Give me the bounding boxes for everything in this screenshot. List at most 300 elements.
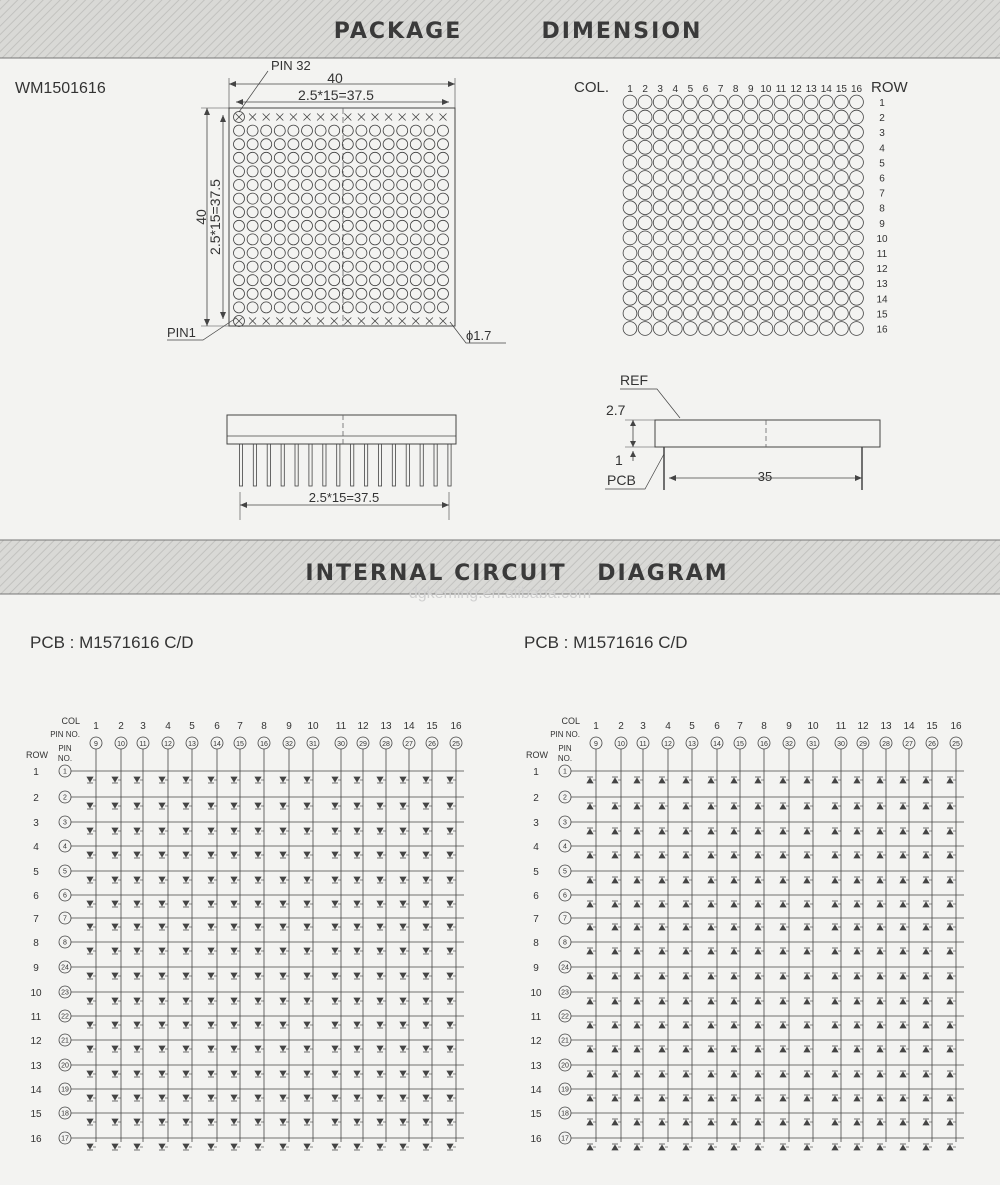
circuit-led <box>423 1095 429 1101</box>
top-view-led <box>342 288 353 299</box>
circuit-led <box>708 998 714 1004</box>
circuit-led <box>332 1022 338 1028</box>
top-view-led <box>342 125 353 136</box>
matrix-col-number: 11 <box>775 84 787 95</box>
circuit-led <box>377 924 383 930</box>
circuit-led <box>832 973 838 979</box>
circuit-led <box>587 803 593 809</box>
matrix-led <box>729 291 743 305</box>
circuit-led <box>804 1046 810 1052</box>
matrix-led <box>668 216 682 230</box>
top-view-led <box>342 193 353 204</box>
matrix-led <box>789 140 803 154</box>
top-view-led <box>234 207 245 218</box>
top-view-led <box>424 152 435 163</box>
matrix-row-number: 13 <box>876 279 888 291</box>
circuit-led <box>900 1022 906 1028</box>
circuit-led <box>447 1046 453 1052</box>
matrix-led <box>684 307 698 321</box>
circuit-col-number: 7 <box>737 721 743 732</box>
circuit-led <box>659 1071 665 1077</box>
top-view-led <box>329 302 340 313</box>
circuit-col-pin-number: 9 <box>94 741 98 748</box>
top-view-led <box>438 275 449 286</box>
circuit-led <box>231 1144 237 1150</box>
circuit-led <box>354 828 360 834</box>
matrix-led <box>653 246 667 260</box>
circuit-led <box>159 1046 165 1052</box>
circuit-led <box>659 1095 665 1101</box>
circuit-led <box>231 901 237 907</box>
circuit-row-pin-number: 20 <box>561 1062 569 1070</box>
matrix-led <box>804 261 818 275</box>
circuit-led <box>423 948 429 954</box>
top-view-led <box>356 275 367 286</box>
circuit-led <box>804 1119 810 1125</box>
circuit-led <box>112 852 118 858</box>
circuit-led <box>804 924 810 930</box>
matrix-led <box>759 140 773 154</box>
circuit-led <box>877 877 883 883</box>
top-view-led <box>410 261 421 272</box>
circuit-led <box>112 828 118 834</box>
circuit-col-number: 1 <box>93 721 99 732</box>
circuit-led <box>377 1022 383 1028</box>
circuit-led <box>587 948 593 954</box>
matrix-led <box>804 156 818 170</box>
circuit-led <box>832 852 838 858</box>
matrix-led <box>729 307 743 321</box>
circuit-led <box>447 777 453 783</box>
circuit-led <box>900 1071 906 1077</box>
top-view-led <box>397 180 408 191</box>
matrix-led <box>638 246 652 260</box>
circuit-led <box>634 777 640 783</box>
circuit-led <box>447 803 453 809</box>
matrix-led <box>819 291 833 305</box>
top-view-led <box>356 220 367 231</box>
circuit-led <box>377 901 383 907</box>
circuit-led <box>947 1046 953 1052</box>
circuit-led <box>659 901 665 907</box>
circuit-led <box>400 1095 406 1101</box>
top-view-led <box>274 125 285 136</box>
circuit-led <box>900 948 906 954</box>
circuit-led <box>634 1095 640 1101</box>
circuit-led <box>183 852 189 858</box>
matrix-led <box>668 110 682 124</box>
circuit-led <box>877 1071 883 1077</box>
matrix-led <box>835 231 849 245</box>
circuit-led <box>900 998 906 1004</box>
circuit-led <box>400 998 406 1004</box>
top-view-led <box>261 193 272 204</box>
matrix-led <box>638 276 652 290</box>
matrix-led <box>789 95 803 109</box>
circuit-led <box>112 877 118 883</box>
circuit-led <box>87 877 93 883</box>
circuit-led <box>377 1144 383 1150</box>
circuit-led <box>683 777 689 783</box>
matrix-led <box>668 246 682 260</box>
circuit-led <box>923 803 929 809</box>
side-view-pin <box>239 444 242 486</box>
circuit-led <box>208 828 214 834</box>
matrix-led <box>835 156 849 170</box>
circuit-led <box>447 998 453 1004</box>
circuit-led <box>159 1022 165 1028</box>
circuit-row-pin-number: 19 <box>61 1086 69 1094</box>
top-view-led <box>302 125 313 136</box>
profile-view-drawing <box>605 372 880 490</box>
circuit-col-pin-number: 12 <box>664 741 672 748</box>
matrix-led <box>850 246 864 260</box>
circuit-led <box>183 777 189 783</box>
matrix-led <box>668 231 682 245</box>
matrix-col-number: 16 <box>850 84 863 95</box>
matrix-led <box>699 186 713 200</box>
top-view-led <box>261 275 272 286</box>
circuit-led <box>400 803 406 809</box>
top-view-led <box>234 220 245 231</box>
top-view-led <box>397 139 408 150</box>
matrix-led <box>835 201 849 215</box>
circuit-led <box>332 948 338 954</box>
matrix-led <box>774 140 788 154</box>
circuit-led <box>659 1022 665 1028</box>
circuit-led <box>183 948 189 954</box>
circuit-led <box>255 998 261 1004</box>
matrix-led <box>850 125 864 139</box>
top-view-led <box>329 180 340 191</box>
circuit-led <box>900 852 906 858</box>
matrix-led <box>850 140 864 154</box>
circuit-led <box>332 924 338 930</box>
circuit-led <box>280 1071 286 1077</box>
circuit-led <box>231 998 237 1004</box>
matrix-led <box>804 246 818 260</box>
matrix-led <box>744 171 758 185</box>
top-view-led <box>234 302 245 313</box>
circuit-led <box>923 828 929 834</box>
circuit-led <box>832 924 838 930</box>
top-view-led <box>424 180 435 191</box>
circuit-led <box>447 1071 453 1077</box>
circuit-led <box>159 1144 165 1150</box>
top-view-led <box>234 261 245 272</box>
circuit-led <box>400 973 406 979</box>
top-view-led <box>288 234 299 245</box>
circuit-led <box>731 998 737 1004</box>
circuit-led <box>755 852 761 858</box>
circuit-led <box>804 1022 810 1028</box>
matrix-led <box>638 186 652 200</box>
circuit-led <box>923 852 929 858</box>
circuit-led <box>280 828 286 834</box>
circuit-led <box>634 1071 640 1077</box>
top-view-led <box>370 248 381 259</box>
circuit-led <box>354 998 360 1004</box>
top-view-led <box>288 220 299 231</box>
circuit-led <box>377 828 383 834</box>
circuit-led <box>612 1071 618 1077</box>
circuit-led <box>447 1119 453 1125</box>
top-view-led <box>370 139 381 150</box>
circuit-led <box>159 828 165 834</box>
top-view-led <box>288 248 299 259</box>
circuit-col-pin-number: 26 <box>928 741 936 748</box>
circuit-row-number: 11 <box>530 1012 542 1023</box>
circuit-led <box>332 852 338 858</box>
circuit-led <box>832 1022 838 1028</box>
matrix-led <box>684 140 698 154</box>
circuit-col-pin-number: 9 <box>594 741 598 748</box>
circuit-row-number: 6 <box>533 891 539 902</box>
matrix-led <box>819 95 833 109</box>
top-view-led <box>370 261 381 272</box>
matrix-led <box>835 307 849 321</box>
top-view-led <box>274 207 285 218</box>
top-view-led <box>397 166 408 177</box>
side-view-pin <box>406 444 409 486</box>
side-view-pins <box>239 444 451 486</box>
circuit-led <box>708 948 714 954</box>
matrix-led <box>638 125 652 139</box>
circuit-right-diagram <box>526 716 964 1150</box>
top-view-led <box>397 207 408 218</box>
matrix-led <box>699 322 713 336</box>
matrix-led <box>789 156 803 170</box>
matrix-led <box>684 125 698 139</box>
matrix-led <box>835 216 849 230</box>
circuit-col-label: COL <box>61 716 80 726</box>
matrix-led <box>744 231 758 245</box>
circuit-led <box>923 1071 929 1077</box>
top-view-led <box>274 152 285 163</box>
matrix-led <box>699 261 713 275</box>
circuit-led <box>708 901 714 907</box>
matrix-led <box>699 201 713 215</box>
matrix-led <box>804 231 818 245</box>
circuit-led <box>280 998 286 1004</box>
side-view-pitch-label: 2.5*15=37.5 <box>308 490 380 505</box>
matrix-led <box>684 246 698 260</box>
circuit-led <box>332 803 338 809</box>
circuit-led <box>134 973 140 979</box>
circuit-col-number: 10 <box>807 721 819 732</box>
circuit-led <box>87 828 93 834</box>
circuit-led <box>877 828 883 834</box>
circuit-led <box>731 803 737 809</box>
circuit-row-number: 8 <box>33 938 39 949</box>
circuit-led <box>612 777 618 783</box>
circuit-row-number: 14 <box>530 1085 542 1096</box>
top-view-led <box>383 152 394 163</box>
side-view-pin <box>365 444 368 486</box>
circuit-row-number: 1 <box>533 767 539 778</box>
circuit-led <box>208 803 214 809</box>
circuit-col-number: 6 <box>714 721 720 732</box>
circuit-led <box>231 1046 237 1052</box>
top-view-led <box>288 152 299 163</box>
circuit-led <box>159 803 165 809</box>
top-view-led <box>370 207 381 218</box>
matrix-led <box>774 201 788 215</box>
circuit-led <box>112 901 118 907</box>
circuit-led <box>377 877 383 883</box>
circuit-row-number: 3 <box>533 818 539 829</box>
top-view-led <box>288 166 299 177</box>
top-view-led <box>383 180 394 191</box>
circuit-row-number: 3 <box>33 818 39 829</box>
matrix-led <box>835 186 849 200</box>
circuit-led <box>587 777 593 783</box>
circuit-led <box>900 924 906 930</box>
matrix-led <box>819 231 833 245</box>
circuit-led <box>832 803 838 809</box>
circuit-led <box>280 973 286 979</box>
circuit-led <box>87 901 93 907</box>
matrix-led <box>850 261 864 275</box>
top-view-led <box>356 234 367 245</box>
matrix-led <box>774 186 788 200</box>
circuit-led <box>731 1071 737 1077</box>
circuit-led <box>708 924 714 930</box>
circuit-pin-no-top-label: PIN NO. <box>550 730 580 739</box>
circuit-col-number: 12 <box>857 721 869 732</box>
circuit-led <box>683 973 689 979</box>
top-view-led-grid <box>234 112 449 327</box>
top-view-led <box>274 261 285 272</box>
circuit-row-label: ROW <box>526 750 548 760</box>
circuit-led <box>423 852 429 858</box>
top-view-led <box>288 125 299 136</box>
circuit-led <box>923 973 929 979</box>
circuit-led <box>708 1119 714 1125</box>
circuit-row-pin-number: 24 <box>561 964 569 972</box>
top-view-led <box>234 234 245 245</box>
circuit-led <box>377 1119 383 1125</box>
matrix-led <box>699 156 713 170</box>
top-view-led <box>370 275 381 286</box>
circuit-led <box>208 1144 214 1150</box>
circuit-led <box>731 1119 737 1125</box>
top-view-led <box>370 152 381 163</box>
matrix-led <box>714 216 728 230</box>
top-view-led <box>370 193 381 204</box>
circuit-led <box>683 924 689 930</box>
circuit-led <box>183 1095 189 1101</box>
circuit-col-pin-number: 25 <box>952 741 960 748</box>
circuit-led <box>947 998 953 1004</box>
matrix-led <box>835 322 849 336</box>
matrix-led <box>774 110 788 124</box>
circuit-led <box>159 948 165 954</box>
side-view-pin <box>392 444 395 486</box>
circuit-led <box>634 924 640 930</box>
circuit-led <box>87 1071 93 1077</box>
top-view-led <box>342 275 353 286</box>
matrix-led <box>850 110 864 124</box>
matrix-led <box>684 322 698 336</box>
matrix-led <box>759 276 773 290</box>
matrix-led <box>804 186 818 200</box>
circuit-led <box>612 803 618 809</box>
circuit-led <box>612 1095 618 1101</box>
circuit-led <box>231 924 237 930</box>
matrix-led <box>729 261 743 275</box>
top-view-led <box>274 302 285 313</box>
circuit-led <box>112 1144 118 1150</box>
circuit-led <box>208 852 214 858</box>
circuit-led <box>877 901 883 907</box>
circuit-led <box>377 973 383 979</box>
circuit-led <box>377 998 383 1004</box>
matrix-led <box>744 110 758 124</box>
circuit-led <box>854 877 860 883</box>
matrix-led <box>759 246 773 260</box>
circuit-led <box>354 1022 360 1028</box>
matrix-led <box>623 261 637 275</box>
circuit-led <box>731 777 737 783</box>
circuit-led <box>354 973 360 979</box>
circuit-led <box>780 828 786 834</box>
circuit-led <box>804 852 810 858</box>
circuit-led <box>280 852 286 858</box>
circuit-led <box>332 828 338 834</box>
circuit-led <box>755 803 761 809</box>
matrix-led <box>774 246 788 260</box>
circuit-led <box>947 901 953 907</box>
circuit-row-number: 5 <box>533 867 539 878</box>
matrix-led <box>744 156 758 170</box>
matrix-led <box>835 140 849 154</box>
circuit-led <box>332 998 338 1004</box>
matrix-led <box>819 156 833 170</box>
circuit-led <box>304 1095 310 1101</box>
matrix-led <box>623 246 637 260</box>
matrix-led <box>623 95 637 109</box>
matrix-led <box>819 201 833 215</box>
circuit-led <box>854 924 860 930</box>
matrix-col-number: 12 <box>790 84 802 95</box>
top-view-led <box>274 180 285 191</box>
circuit-col-number: 4 <box>165 721 171 732</box>
matrix-led <box>804 291 818 305</box>
circuit-col-pin-number: 14 <box>713 741 721 748</box>
matrix-led <box>744 216 758 230</box>
circuit-led <box>634 852 640 858</box>
matrix-led <box>699 216 713 230</box>
circuit-led <box>877 998 883 1004</box>
circuit-led <box>947 948 953 954</box>
circuit-led <box>87 973 93 979</box>
top-view-led <box>370 166 381 177</box>
matrix-led <box>653 261 667 275</box>
matrix-led <box>759 125 773 139</box>
top-view-led <box>247 261 258 272</box>
circuit-led <box>332 1095 338 1101</box>
top-view-led <box>274 288 285 299</box>
circuit-col-pin-number: 31 <box>309 741 317 748</box>
top-view-led <box>302 207 313 218</box>
top-view-led <box>342 166 353 177</box>
matrix-led <box>804 125 818 139</box>
circuit-led <box>683 803 689 809</box>
circuit-led <box>280 1119 286 1125</box>
circuit-led <box>683 852 689 858</box>
circuit-led <box>280 1144 286 1150</box>
